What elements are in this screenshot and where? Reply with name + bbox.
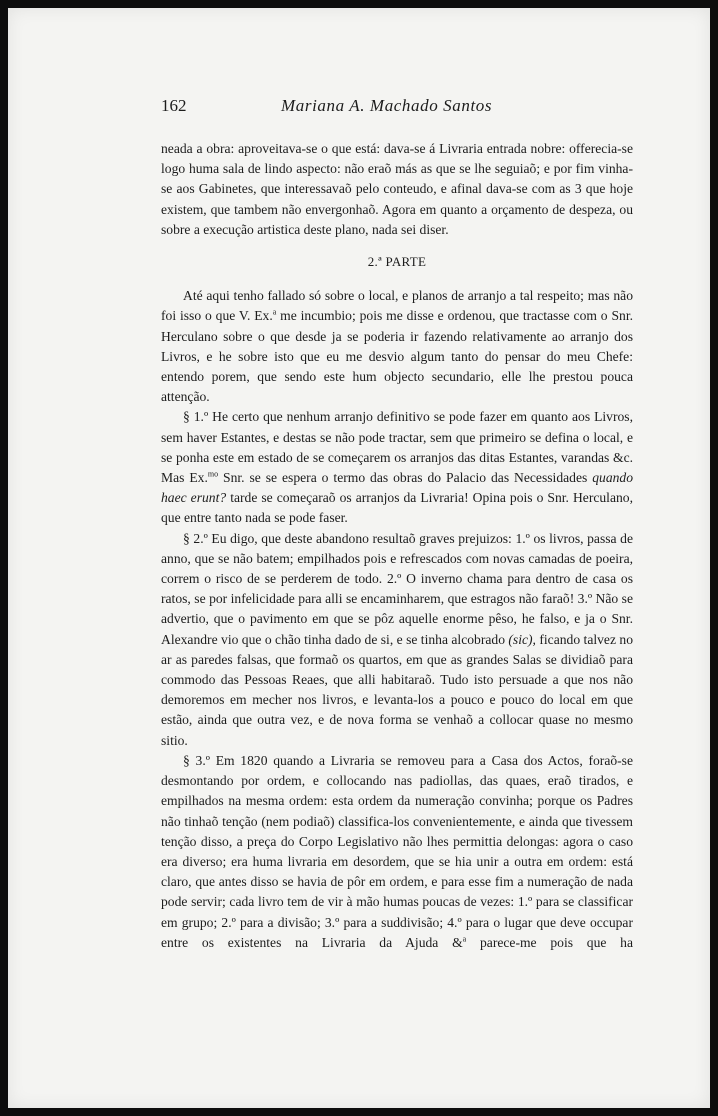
paragraph-text: me incumbio; pois me disse e ordenou, que tractasse com o Snr. Herculano sobre o que desde ja se poderia ir fazendo relativamente ao arranjo dos Livros, e he sobre isto que eu me desvio algum tanto do pensar do meu Chefe: entendo porem, que sendo este hum objecto secundario, elle lhe prestou pouca attenção. [161,308,634,405]
paragraph-part2-intro [161,286,633,407]
paragraph-text: Snr. se se espera o termo das obras do Palacio das Necessidades [218,470,593,486]
superscript: mo [207,469,219,479]
paragraph-text: ficando talvez no ar as paredes falsas, que formaõ os quartos, em que as grandes Salas se dividiaõ para commodo das Pessoas Reaes, que alli habitaraõ. Tudo isto persuade a que nos não demoremos em mecher nos livros, e levanta-los a pouco e pouco do local em que estão, ainda que outra vez, e de nova forma se venhaõ a collocar quase no mesmo sitio. [161,631,633,748]
document-page [8,8,710,1108]
paragraph-text: § 2.º Eu digo, que deste abandono resultaõ graves prejuizos: 1.º os livros, passa de anno, que se não batem; empilhados pois e refrescados com novas camadas de poeira, correm o risco de se perderem de todo. 2.º O inverno chama para dentro de casa os ratos, se por infelicidade para alli se encaminharem, que estragos não faraõ! 3.º Não se advertio, que o pavimento em que se pôz aquelle enorme pêso, he falso, e ja o Snr. Alexandre vio que o chão tinha dado de si, e se tinha alcobrado [161,530,633,647]
intro-paragraph: neada a obra: aproveitava-se o que está: dava-se á Livraria entrada nobre: offerecia-se logo huma sala de lindo aspecto: não eraõ más as que se lhe seguiaõ; e por fim vinha-se aos Gabinetes, que interessavaõ pelo conteudo, e afinal dava-se com as 3 que hoje existem, que tambem não envergonhaõ. Agora em quanto a orçamento de despeza, ou sobre a execução artistica deste plano, nada sei diser. [161,141,633,237]
running-head: Mariana A. Machado Santos [281,96,493,115]
superscript: a [462,934,467,944]
paragraph-text: Até aqui tenho fallado só sobre o local, e planos de arranjo a tal respeito; mas não foi isso o que V. Ex. [161,288,633,324]
paragraph-section-3 [161,751,633,953]
paragraph-text: § 1.º He certo que nenhum arranjo definitivo se pode fazer em quanto aos Livros, sem haver Estantes, e destas se não pode tractar, sem que primeiro se defina o local, e se ponha este em estado de se começarem os arranjos das ditas Estantes, varandas &c. Mas Ex. [161,409,633,486]
paragraph-text: § 3.º Em 1820 quando a Livraria se removeu para a Casa dos Actos, foraõ-se desmontando por ordem, e collocando nas padiollas, das quaes, eraõ tirados, e empilhados na mesma ordem: esta ordem da numeração convinha; porque os Padres não tinhaõ tenção (nem podiaõ) classifica-los convenientemente, e ainda que tivessem tenção disso, a preça do Corpo Legislativo não lhes permittia delongas: agora o caso era diverso; era huma livraria em desordem, que se hia unir a outra em ordem: está claro, que antes disso se havia de pôr em ordem, e para esse fim a numeração de nada pode servir; cada livro tem de vir à mão humas poucas de vezes: 1.º para se classificar em grupo; 2.º para a divisão; 3.º para a suddivisão; 4.º para o lugar que deve occupar entre os existentes na Livraria da Ajuda & [161,752,633,950]
page-number: 162 [161,96,187,115]
paragraph-text: parece-me pois que ha [466,934,633,950]
section-heading: 2.ª PARTE [367,254,427,270]
sic-note: (sic), [508,631,536,647]
paragraph-text: tarde se começaraõ os arranjos da Livraria! Opina pois o Snr. Herculano, que entre tanto nada se pode faser. [161,490,633,526]
page-header [161,96,633,120]
superscript: a [272,307,277,317]
latin-quote: quando haec erunt? [161,470,633,506]
paragraph-section-1 [161,407,633,528]
text-block [161,96,633,953]
paragraph-section-2 [161,529,633,751]
